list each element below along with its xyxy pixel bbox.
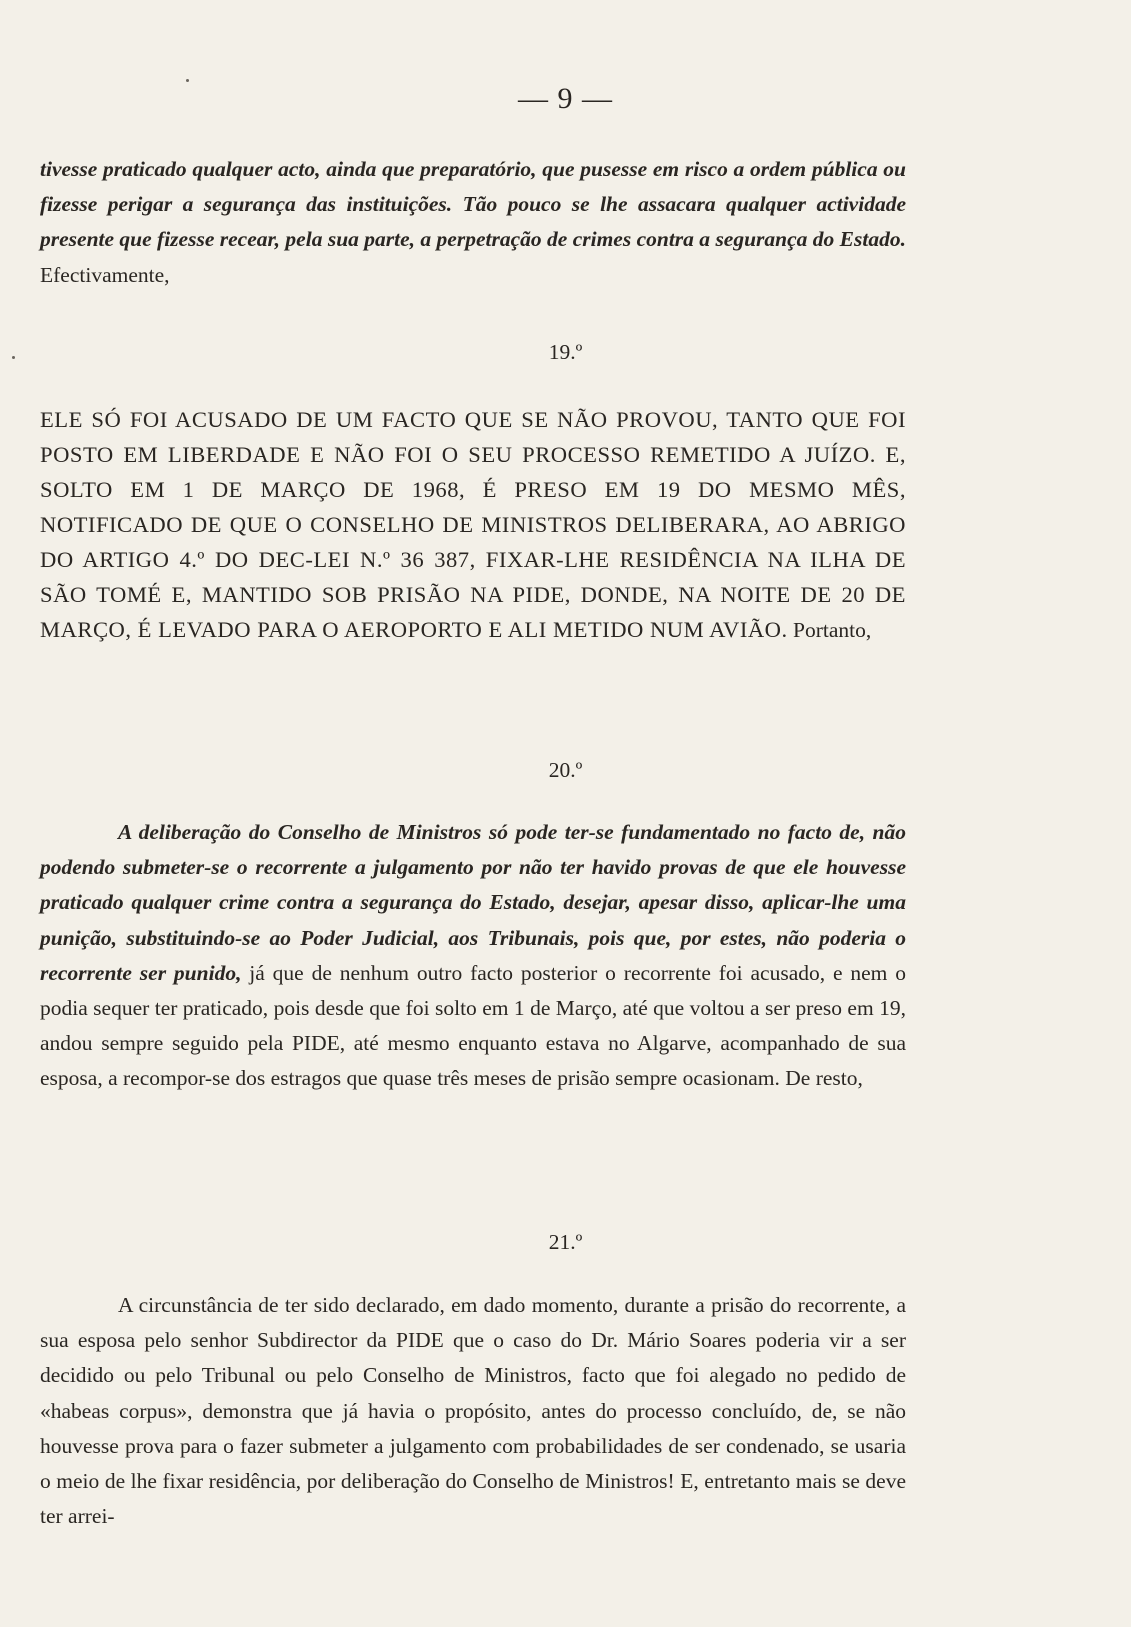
paragraph-article-20-roman: já que de nenhum outro facto posterior o recorrente foi acusado, e nem o podia sequer ter praticado, pois desde que foi solto em 1 de Março, até que voltou a ser preso em 19, andou sempre seguido pela PIDE, até mesmo enquanto estava no Algarve, acompanhado de sua esposa, a recompor-se dos estragos que quase três meses de prisão sempre ocasionam. De resto, — [40, 960, 906, 1091]
paragraph-article-21-text: A circunstância de ter sido declarado, em dado momento, durante a prisão do recorrente, a sua esposa pelo senhor Subdirector da PIDE que o caso do Dr. Mário Soares poderia vir a ser decidido ou pelo Tribunal ou pelo Conselho de Ministros, facto que foi alegado no pedido de «habeas corpus», demonstra que já havia o propósito, antes do processo concluído, de, se não houvesse prova para o fazer submeter a julgamento com probabilidades de ser condenado, se usaria o meio de lhe fixar residência, por deliberação do Conselho de Ministros! E, entretanto mais se deve ter arrei- — [40, 1293, 906, 1529]
paragraph-continuation — [40, 152, 906, 293]
paragraph-article-19-caps: ELE SÓ FOI ACUSADO DE UM FACTO QUE SE NÃO PROVOU, TANTO QUE FOI POSTO EM LIBERDADE E NÃO FOI O SEU PROCESSO REMETIDO A JUÍZO. E, SOLTO EM 1 DE MARÇO DE 1968, É PRESO EM 19 DO MESMO MÊS, NOTIFICADO DE QUE O CONSELHO DE MINISTROS DELIBERARA, AO ABRIGO DO ARTIGO 4.º DO DEC-LEI N.º 36 387, FIXAR-LHE RESIDÊNCIA NA ILHA DE SÃO TOMÉ E, MANTIDO SOB PRISÃO NA PIDE, DONDE, NA NOITE DE 20 DE MARÇO, É LEVADO PARA O AEROPORTO E ALI METIDO NUM AVIÃO. — [40, 407, 906, 642]
article-number-20: 20.º — [548, 758, 583, 782]
paragraph-article-20 — [40, 815, 906, 1097]
article-number-21: 21.º — [548, 1230, 583, 1254]
paragraph-article-21 — [40, 1288, 906, 1534]
page-number: — 9 — — [518, 82, 613, 115]
paragraph-continuation-italic: tivesse praticado qualquer acto, ainda que preparatório, que pusesse em risco a ordem pública ou fizesse perigar a segurança das instituições. Tão pouco se lhe assacara qualquer actividade presente que fizesse recear, pela sua parte, a perpetração de crimes contra a segurança do Estado. — [40, 157, 906, 252]
paragraph-continuation-roman: Efectivamente, — [40, 262, 170, 287]
article-number-19: 19.º — [548, 340, 583, 364]
paragraph-article-20-italic: A deliberação do Conselho de Ministros só pode ter-se fundamentado no facto de, não podendo submeter-se o recorrente a julgamento por não ter havido provas de que ele houvesse praticado qualquer crime contra a segurança do Estado, desejar, apesar disso, aplicar-lhe uma punição, substituindo-se ao Poder Judicial, aos Tribunais, pois que, por estes, não poderia o recorrente ser punido, — [40, 820, 906, 985]
paragraph-article-19 — [40, 402, 906, 648]
paragraph-article-19-roman: Portanto, — [787, 618, 872, 642]
